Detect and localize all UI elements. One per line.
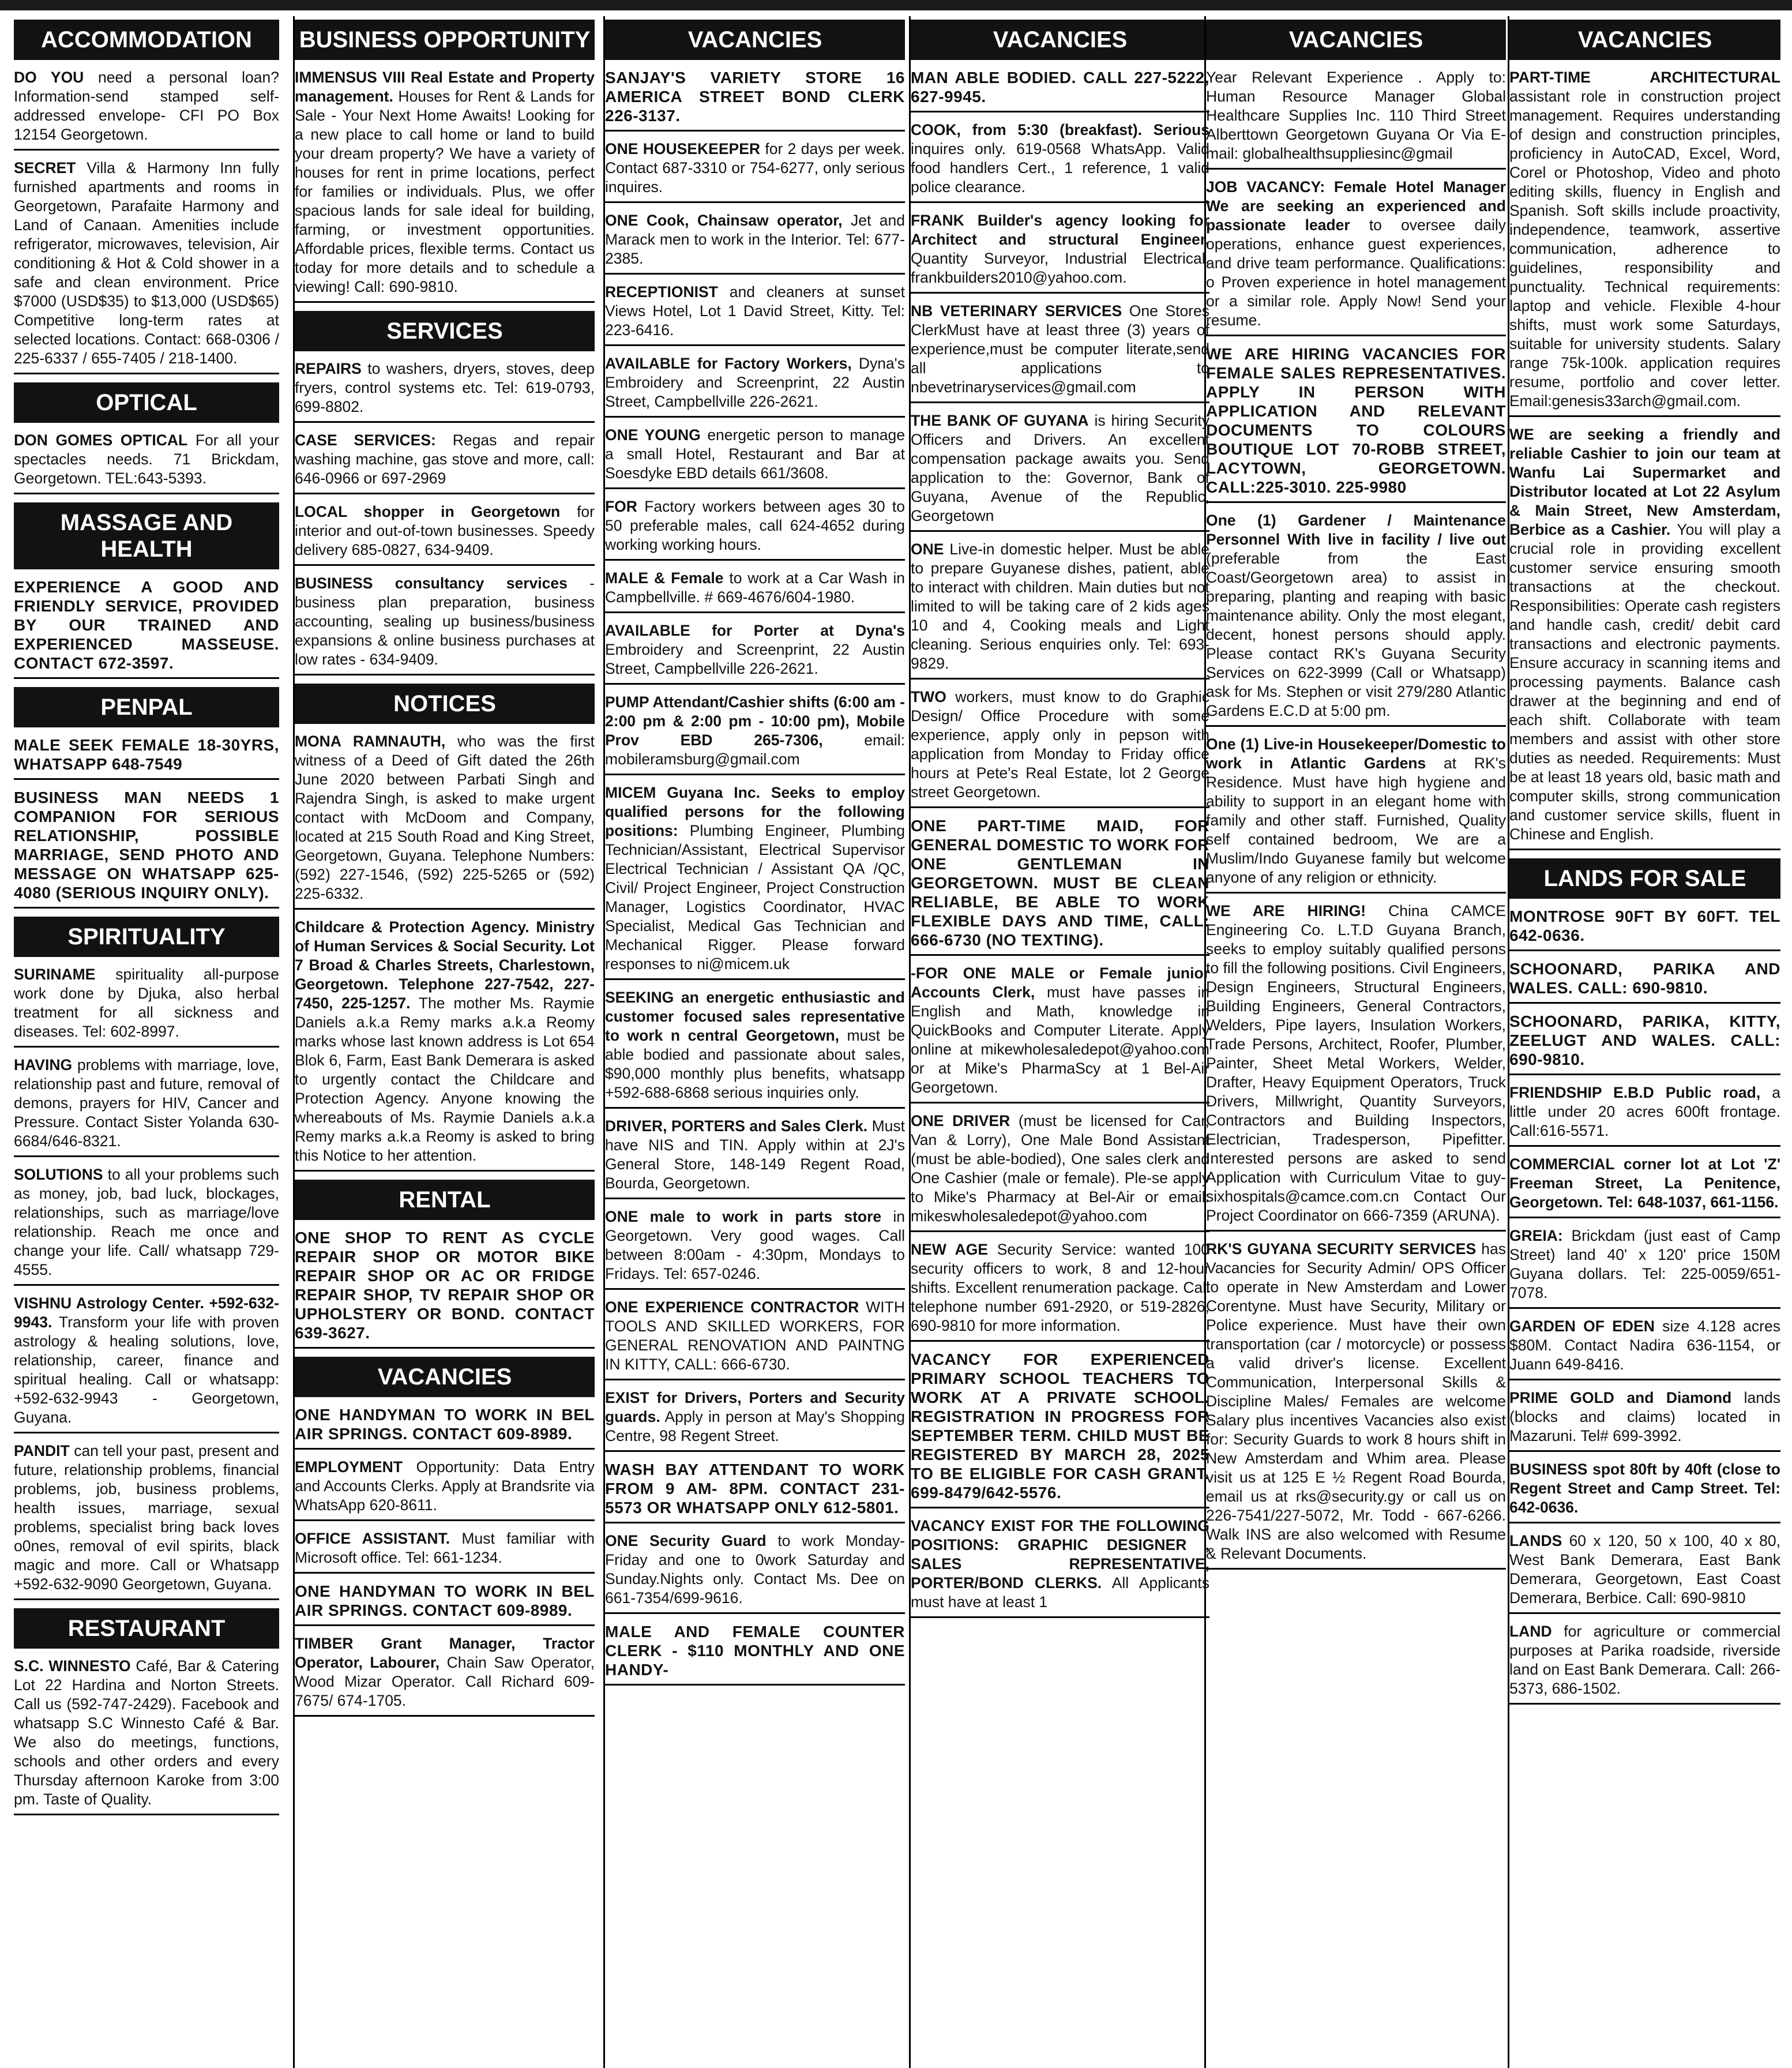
ad-lead: Childcare & Protection Agency. Ministry of Human Services & Social Security. Lot 7 Broad & Charles Streets, Charlestown, Georgetown. Telephone 227-7542, 227-7450, 225-1257. xyxy=(295,918,595,1012)
classified-ad xyxy=(605,1117,905,1199)
classified-ad xyxy=(14,1165,279,1286)
classified-ad xyxy=(295,574,595,675)
ad-lead: TIMBER Grant Manager, Tractor Operator, Labourer, xyxy=(295,1635,595,1671)
classified-ad xyxy=(14,577,279,679)
ad-text: MALE AND FEMALE COUNTER CLERK - $110 MONTHLY AND ONE HANDY- xyxy=(605,1623,905,1679)
ad-text: SANJAY'S VARIETY STORE 16 AMERICA STREET BOND CLERK 226-3137. xyxy=(605,69,905,125)
ad-lead: AVAILABLE for Porter at Dyna's xyxy=(605,622,905,639)
ad-text: Transform your life with proven astrology & healing solutions, love, relationship, career, finance and spiritual healing. Call or whatsapp: +592-632-9943 - Georgetown, Guyana. xyxy=(14,1313,279,1426)
ad-text: Regas and repair washing machine, gas stove and more, call: 646-0966 or 697-2969 xyxy=(295,431,595,487)
ad-text: has Vacancies for Security Admin/ OPS Officer to operate in New Amsterdam and Lower Corentyne. Must have Security, Military or Police experience. Must have their own transportation (car / motorcycle) or possess a valid driver's license. Excellent Communication, Interpersonal Skills & Discipline Males/ Females are welcome Salary plus incentives Vacancies also exist for: Security Guards to work 8 hours shift in New Amsterdam and Whim area. Please visit us at 125 E ½ Regent Road Bourda, email us at rks@security.gy or call us on 226-7541/227-5072, Mr. Todd - 667-6266. Walk INS are also welcomed with Resume & Relevant Documents. xyxy=(1206,1240,1506,1562)
ad-text: to washers, dryers, stoves, deep fryers, control systems etc. Tel: 619-0793, 699-8802. xyxy=(295,360,595,415)
classified-ad xyxy=(1206,1240,1506,1570)
section-heading: NOTICES xyxy=(295,684,595,724)
ad-lead: ONE Security Guard xyxy=(605,1532,767,1549)
ad-text: email: mobileramsburg@gmail.com xyxy=(605,731,905,768)
ad-lead: MALE & Female xyxy=(605,569,724,587)
section-heading: VACANCIES xyxy=(911,20,1209,60)
classified-ad xyxy=(605,693,905,775)
section-heading: LANDS FOR SALE xyxy=(1509,858,1780,899)
classified-ad xyxy=(1206,511,1506,727)
classified-ad xyxy=(605,1298,905,1380)
classified-ad xyxy=(911,211,1209,294)
ad-lead: FRANK Builder's agency looking for Architect and structural Engineer, xyxy=(911,212,1209,248)
ad-lead: GARDEN OF EDEN xyxy=(1509,1318,1655,1335)
ad-lead: CASE SERVICES: xyxy=(295,431,436,449)
ad-lead: WE ARE HIRING! xyxy=(1206,902,1366,919)
ad-text: size 4.128 acres $80M. Contact Nadira 636-1154, or Juann 649-8416. xyxy=(1509,1318,1780,1373)
column-3 xyxy=(603,16,905,2068)
ad-lead: REPAIRS xyxy=(295,360,362,377)
classified-ad xyxy=(1206,178,1506,336)
ad-lead: BUSINESS consultancy services xyxy=(295,575,568,592)
ad-lead: NB VETERINARY SERVICES xyxy=(911,302,1122,320)
classified-ad xyxy=(1509,959,1780,1004)
ad-text: must have passes in English and Math, knowledge in QuickBooks and Computer Literate. Apply online at mikewholesaledepot@yahoo.com or at Mike's PharmaScy at 1 Bel-Air Georgetown. xyxy=(911,984,1209,1096)
ad-lead: DO YOU xyxy=(14,69,84,86)
classified-ad xyxy=(911,1240,1209,1342)
classified-ad xyxy=(14,68,279,151)
ad-lead: SOLUTIONS xyxy=(14,1166,103,1183)
ad-text: to work Monday-Friday and one to 0work Saturday and Sunday.Nights only. Contact Ms. Dee on 661-7354/699-9616. xyxy=(605,1532,905,1607)
classified-ad xyxy=(1509,907,1780,951)
classified-ad xyxy=(14,159,279,374)
ad-text: a little under 20 acres 600ft frontage. Call:616-5571. xyxy=(1509,1084,1780,1139)
section-heading: SPIRITUALITY xyxy=(14,917,279,957)
ad-lead: DRIVER, PORTERS and Sales Clerk. xyxy=(605,1117,868,1135)
ad-text: in Georgetown. Very good wages. Call between 8:00am - 4:30pm, Mondays to Fridays. Tel: 657-0246. xyxy=(605,1208,905,1282)
classified-ad xyxy=(295,1529,595,1574)
ad-text: and cleaners at sunset Views Hotel, Lot 1 David Street, Kitty. Tel: 223-6416. xyxy=(605,283,905,339)
ad-text: SCHOONARD, PARIKA, KITTY, ZEELUGT AND WALES. CALL: 690-9810. xyxy=(1509,1012,1780,1068)
ad-text: Houses for Rent & Lands for Sale - Your Next Home Awaits! Looking for a new place to call home or land to build your dream property? We have a variety of houses for rent in prime locations, perfect for families or individuals. Plus, we offer spacious lands for sale ideal for building, farming, or investment opportunities. Affordable prices, flexible terms. Contact us today for more details and to schedule a viewing! Call: 690-9810. xyxy=(295,88,595,295)
ad-text: Quantity Surveyor, Industrial Electrical. frankbuilders2010@yahoo.com. xyxy=(911,250,1209,286)
ad-lead: MICEM Guyana Inc. Seeks to employ qualified persons for the following positions: xyxy=(605,784,905,839)
section-heading: RENTAL xyxy=(295,1180,595,1220)
ad-text: inquires only. 619-0568 WhatsApp. Valid food handlers Cert., 1 reference, 1 valid police clearance. xyxy=(911,140,1209,196)
ad-text: MAN ABLE BODIED. CALL 227-5222, 627-9945. xyxy=(911,69,1209,106)
classified-ad xyxy=(605,988,905,1109)
section-heading: VACANCIES xyxy=(1206,20,1506,60)
classified-ad xyxy=(1206,68,1506,170)
ad-text: SCHOONARD, PARIKA AND WALES. CALL: 690-9810. xyxy=(1509,960,1780,997)
column-2 xyxy=(293,16,595,2068)
classified-ad xyxy=(14,788,279,909)
header-bar xyxy=(0,0,1792,10)
classified-ad xyxy=(1509,1155,1780,1218)
classified-ad xyxy=(1206,735,1506,894)
classified-ad xyxy=(1509,1388,1780,1452)
classified-ad xyxy=(605,140,905,203)
ad-text: Must have NIS and TIN. Apply within at 2J's General Store, 148-149 Regent Road, Bourda, Georgetown. xyxy=(605,1117,905,1192)
ad-lead: TWO xyxy=(911,688,946,705)
section-heading: VACANCIES xyxy=(295,1357,595,1397)
ad-lead: PUMP Attendant/Cashier shifts (6:00 am - 2:00 pm & 2:00 pm - 10:00 pm), Mobile Prov EBD 265-7306, xyxy=(605,693,905,749)
ad-text: for interior and out-of-town businesses. Speedy delivery 685-0827, 634-9409. xyxy=(295,503,595,558)
ad-text: spirituality all-purpose work done by Djuka, also herbal treatment for all sickness and diseases. Tel: 602-8997. xyxy=(14,966,279,1040)
ad-lead: EMPLOYMENT xyxy=(295,1458,403,1476)
classified-ad xyxy=(911,411,1209,532)
classified-ad xyxy=(14,965,279,1048)
ad-text: The mother Ms. Raymie Daniels a.k.a Remy marks a.k.a Reomy marks whose last known address is Lot 654 Blok 6, Farm, East Bank Demerara is asked to urgently contact the Childcare and Protection Agency. Anyone knowing the whereabouts of Ms. Raymie Daniels a.k.a Remy marks a.k.a Reomy is asked to bring this Notice to her attention. xyxy=(295,994,595,1164)
ad-lead: One (1) Gardener / Maintenance Personnel With live in facility / live out xyxy=(1206,512,1506,548)
ad-text: to oversee daily operations, enhance guest experiences, and drive team performance. Qualifications: o Proven experience in hotel management or a similar role. Apply Now! Send your resume. xyxy=(1206,216,1506,329)
ad-text: who was the first witness of a Deed of Gift dated the 26th June 2020 between Parbati Singh and Rajendra Singh, is asked to make urgent contact with McDoom and Company, located at 215 South Road and King Street, Georgetown, Guyana. Telephone Numbers: (592) 227-1546, (592) 225-5265 or (592) 225-6332. xyxy=(295,733,595,902)
ad-text: One Stores ClerkMust have at least three (3) years of experience,must be computer literate,send all applications to nbevetrinaryservices@gmail.com xyxy=(911,302,1209,396)
ad-lead: VACANCY EXIST FOR THE FOLLOWING POSITIONS: GRAPHIC DESIGNER , SALES REPRESENTATIVE, PORTER/BOND CLERKS. xyxy=(911,1517,1209,1592)
ad-lead: NEW AGE xyxy=(911,1241,988,1258)
ad-lead: OFFICE ASSISTANT. xyxy=(295,1530,450,1547)
classified-ad xyxy=(605,283,905,346)
classified-ad xyxy=(14,431,279,494)
ad-lead: COOK, from 5:30 (breakfast). Serious xyxy=(911,121,1209,138)
ad-lead: ONE xyxy=(911,541,944,558)
classified-ad xyxy=(295,1228,595,1349)
ad-text: (preferable from the East Coast/Georgetown area) to assist in preparing, planting and reaping with basic maintenance ability. Only the most elegant, decent, honest persons should apply. Please contact RK's Guyana Security Services on 622-3999 (Call or Whatsapp) ask for Ms. Stephen or visit 279/280 Atlantic Gardens E.C.D at 5:00 pm. xyxy=(1206,550,1506,719)
ad-text: WITH TOOLS AND SKILLED WORKERS, FOR GENERAL RENOVATION AND PAINTNG IN KITTY, CALL: 666-6730. xyxy=(605,1298,905,1373)
classified-ad xyxy=(295,1458,595,1521)
ad-lead: GREIA: xyxy=(1509,1227,1563,1244)
ad-text: Live-in domestic helper. Must be able to prepare Guyanese dishes, patient, able to interact with children. Main duties but not limited to will be taking care of 2 kids ages 10 and 4, Cooking meals and Light cleaning. Serious enquiries only. Tel: 693-9829. xyxy=(911,541,1209,672)
ad-text: For all your spectacles needs. 71 Brickdam, Georgetown. TEL:643-5393. xyxy=(14,431,279,487)
ad-text: Factory workers between ages 30 to 50 preferable males, call 624-4652 during working working hours. xyxy=(605,498,905,553)
ad-text: need a personal loan? Information-send stamped self-addressed envelope- CFI PO Box 12154 Georgetown. xyxy=(14,69,279,143)
ad-lead: RK'S GUYANA SECURITY SERVICES xyxy=(1206,1240,1477,1258)
ad-lead: SEEKING an energetic enthusiastic and customer focused sales representative to work n central Georgetown, xyxy=(605,989,905,1044)
ad-text: Café, Bar & Catering Lot 22 Hardina and Norton Streets. Call us (592-747-2429). Facebook and whatsapp S.C Winnesto Café & Bar. We also do meetings, functions, schools and other orders and every Thursday afternoon Karoke from 3:00 pm. Taste of Quality. xyxy=(14,1657,279,1808)
classified-ad xyxy=(1509,1460,1780,1523)
column-1 xyxy=(14,16,279,2068)
classified-ad xyxy=(14,1442,279,1600)
ad-lead: IMMENSUS VIII Real Estate and Property management. xyxy=(295,69,595,105)
classified-ad xyxy=(14,1657,279,1815)
ad-lead: JOB VACANCY: Female Hotel Manager We are seeking an experienced and passionate leader xyxy=(1206,178,1506,234)
classified-ad xyxy=(605,1532,905,1614)
classified-ad xyxy=(605,354,905,418)
ad-lead: LANDS xyxy=(1509,1532,1562,1549)
ad-text: for 2 days per week. Contact 687-3310 or 754-6277, only serious inquires. xyxy=(605,140,905,196)
classified-ad xyxy=(1509,68,1780,417)
ad-text: Chain Saw Operator, Wood Mizar Operator. Call Richard 609-7675/ 674-1705. xyxy=(295,1654,595,1709)
classified-ad xyxy=(14,1294,279,1433)
classified-ad xyxy=(295,1405,595,1450)
classified-ad xyxy=(1509,1083,1780,1147)
ad-text: MONTROSE 90FT BY 60FT. TEL 642-0636. xyxy=(1509,907,1780,944)
ad-text: Jet and Marack men to work in the Interior. Tel: 677-2385. xyxy=(605,212,905,267)
ad-text: ONE HANDYMAN TO WORK IN BEL AIR SPRINGS. CONTACT 609-8989. xyxy=(295,1406,595,1443)
classified-ad xyxy=(911,302,1209,403)
classified-ad xyxy=(605,1388,905,1452)
classified-ad xyxy=(605,68,905,132)
classified-ad xyxy=(911,1112,1209,1232)
classified-ad xyxy=(911,964,1209,1104)
section-heading: OPTICAL xyxy=(14,382,279,423)
ad-text: WASH BAY ATTENDANT TO WORK FROM 9 AM- 8PM. CONTACT 231-5573 OR WHATSAPP ONLY 612-5801. xyxy=(605,1461,905,1517)
ad-text: to work at a Car Wash in Campbellville. # 669-4676/604-1980. xyxy=(605,569,905,606)
section-heading: BUSINESS OPPORTUNITY xyxy=(295,20,595,60)
ad-text: China CAMCE Engineering Co. L.T.D Guyana Branch, seeks to employ suitably qualified persons to fill the following positions. Civil Engineers, Design Engineers, Structural Engineers, Building Engineers, General Contractors, Welders, Pipe layers, Insulation Workers, Trade Persons, Architect, Roofer, Plumber, Painter, Sheet Metal Workers, Welder, Drafter, Heavy Equipment Operators, Truck Drivers, Millwright, Quantity Surveyors, Contractors and Building Inspectors, Electrician, Tradesperson, Pipefitter. Interested persons are asked to send Application with Curriculum Vitae to guy-sixhospitals@camce.com.cn Contact Our Project Coordinator on 666-7359 (ARUNA). xyxy=(1206,902,1506,1224)
ad-text: can tell your past, present and future, relationship problems, financial problems, job, business problems, health issues, marriage, sexual problems, specialist bring back loves o0nes, removal of evil spirits, black magic and more. Call or Whatsapp +592-632-9090 Georgetown, Guyana. xyxy=(14,1442,279,1593)
ad-text: All Applicants must have at least 1 xyxy=(911,1574,1209,1611)
classified-ad xyxy=(1509,1317,1780,1380)
classified-ad xyxy=(911,68,1209,112)
classified-ad xyxy=(295,502,595,566)
ad-text: (must be licensed for Car, Van & Lorry), One Male Bond Assistant (must be able-bodied), One sales clerk and One Cashier (male or female). Ple-se apply to Mike's Pharmacy at Bel-Air or email: mikeswholesaledepot@yahoo.com xyxy=(911,1112,1209,1225)
ad-text: You will play a crucial role in providing excellent customer service ensuring smooth transactions at the checkout. Responsibilities: Operate cash registers and handle cash, credit/ debit card transactions and electronic payments. Ensure accuracy in scanning items and processing payments. Balance cash drawer at the beginning and end of each shift. Collaborate with team members and assist with other store duties as needed. Requirements: Must be at least 18 years old, basic math and computer skills, strong communication and customer service skills, fluent in Chinese and English. xyxy=(1509,521,1780,843)
column-4 xyxy=(909,16,1209,2068)
ad-text: MALE SEEK FEMALE 18-30YRS, WHATSAPP 648-7549 xyxy=(14,736,279,773)
classified-ad xyxy=(605,1622,905,1686)
ad-lead: PRIME GOLD and Diamond xyxy=(1509,1389,1732,1406)
classified-ad xyxy=(911,1517,1209,1618)
ad-lead: ONE Cook, Chainsaw operator, xyxy=(605,212,843,229)
ad-text: Opportunity: Data Entry and Accounts Clerks. Apply at Brandsrite via WhatsApp 620-8611. xyxy=(295,1458,595,1514)
classified-ad xyxy=(1509,1012,1780,1075)
ad-lead: SURINAME xyxy=(14,966,96,983)
section-heading: PENPAL xyxy=(14,687,279,727)
classified-ad xyxy=(295,68,595,303)
ad-text: Apply in person at May's Shopping Centre, 98 Regent Street. xyxy=(605,1408,905,1444)
classified-ad xyxy=(1509,1532,1780,1614)
ad-text: Embroidery and Screenprint, 22 Austin Street, Campbellville 226-2621. xyxy=(605,641,905,677)
ad-text: WE ARE HIRING VACANCIES FOR FEMALE SALES REPRESENTATIVES. APPLY IN PERSON WITH APPLICATION AND RELEVANT DOCUMENTS TO COLOURS BOUTIQUE LOT 70-ROBB STREET, LACYTOWN, GEORGETOWN. CALL:225-3010. 225-9980 xyxy=(1206,345,1506,496)
section-heading: RESTAURANT xyxy=(14,1608,279,1649)
ad-text: at RK's Residence. Must have high hygiene and ability to support in an elegant home with family and other staff. Furnished, Quality self contained bedroom, We are a Muslim/Indo Guyanese family but welcome anyone of any religion or ethnicity. xyxy=(1206,755,1506,886)
classified-ad xyxy=(1206,344,1506,503)
ad-lead: RECEPTIONIST xyxy=(605,283,718,301)
ad-lead: PANDIT xyxy=(14,1442,70,1459)
classified-ad xyxy=(295,359,595,423)
ad-text: workers, must know to do Graphic Design/ Office Procedure with some experience, apply only in pepson with application from Monday to Friday office hours at Pete's Real Estate, lot 2 George street Georgetown. xyxy=(911,688,1209,801)
ad-lead: WE are seeking a friendly and reliable Cashier to join our team at Wanfu Lai Supermarket and Distributor located at Lot 22 Asylum & Main Street, New Amsterdam, Berbice as a Cashier. xyxy=(1509,426,1780,538)
classified-ad xyxy=(295,1634,595,1717)
classified-ad xyxy=(14,1056,279,1157)
classified-ad xyxy=(605,497,905,561)
ad-lead: S.C. WINNESTO xyxy=(14,1657,131,1675)
classified-ad xyxy=(295,431,595,494)
ad-lead: FOR xyxy=(605,498,637,515)
section-heading: ACCOMMODATION xyxy=(14,20,279,60)
column-5 xyxy=(1204,16,1506,2068)
classified-ad xyxy=(14,735,279,780)
ad-lead: AVAILABLE for Factory Workers, xyxy=(605,355,852,372)
ad-text: must be able bodied and passionate about sales, $90,000 monthly plus benefits, whatsapp +592-688-6868 serious inquiries only. xyxy=(605,1027,905,1101)
section-heading: VACANCIES xyxy=(605,20,905,60)
ad-text: EXPERIENCE A GOOD AND FRIENDLY SERVICE, PROVIDED BY OUR TRAINED AND EXPERIENCED MASSEUSE. CONTACT 672-3597. xyxy=(14,578,279,672)
ad-lead: VISHNU Astrology Center. +592-632-9943. xyxy=(14,1294,279,1331)
ad-lead: ONE YOUNG xyxy=(605,426,701,444)
ad-text: Villa & Harmony Inn fully furnished apartments and rooms in Georgetown, Parafaite Harmony and Land of Canaan. Amenities include refrigerator, microwaves, television, Air conditioning & Hot & Cold shower in a safe and clean environment. Price $7000 (USD$35) to $13,000 (USD$65) Competitive long-term rates at selected locations. Contact: 668-0306 / 225-6337 / 655-7405 / 218-1400. xyxy=(14,159,279,367)
ad-lead: ONE HOUSEKEEPER xyxy=(605,140,761,157)
classified-ad xyxy=(911,121,1209,203)
classified-ad xyxy=(1509,1226,1780,1309)
ad-text: is hiring Security Officers and Drivers. An excellent compensation package awaits you. Send application to the: Governor, Bank of Guyana, Avenue of the Republic, Georgetown xyxy=(911,412,1209,524)
ad-text: Security Service: wanted 100 security officers to work, 8 and 12-hour shifts. Excellent renumeration package. Call telephone number 691-2920, or 519-2826, 690-9810 for more information. xyxy=(911,1241,1209,1334)
ad-text: energetic person to manage a small Hotel, Restaurant and Bar at Soesdyke EBD details 661/3608. xyxy=(605,426,905,482)
classified-ad xyxy=(295,918,595,1172)
ad-text: for agriculture or commercial purposes at Parika roadside, riverside land on East Bank Demerara. Call: 266-5373, 686-1502. xyxy=(1509,1623,1780,1697)
ad-lead: THE BANK OF GUYANA xyxy=(911,412,1089,429)
classified-ad xyxy=(295,1582,595,1626)
ad-lead: EXIST for Drivers, Porters and Security guards. xyxy=(605,1389,905,1425)
section-heading: MASSAGE AND HEALTH xyxy=(14,502,279,569)
ad-lead: LAND xyxy=(1509,1623,1552,1640)
ad-lead: ONE EXPERIENCE CONTRACTOR xyxy=(605,1298,859,1316)
classified-ad xyxy=(911,688,1209,808)
ad-lead: -FOR ONE MALE or Female junior Accounts Clerk, xyxy=(911,964,1209,1001)
ad-text: Plumbing Engineer, Plumbing Technician/Assistant, Electrical Supervisor Electrical Technician / Assistant QA /QC, Civil/ Project Engineer, Project Construction Manager, Logistics Coordinator, HVAC Specialist, Medical Gas Technician and Mechanical Rigger. Please forward responses to ni@micem.uk xyxy=(605,822,905,973)
ad-text: BUSINESS MAN NEEDS 1 COMPANION FOR SERIOUS RELATIONSHIP, POSSIBLE MARRIAGE, SEND PHOTO AND MESSAGE ON WHATSAPP 625-4080 (SERIOUS INQUIRY ONLY). xyxy=(14,789,279,902)
ad-lead: COMMERCIAL corner lot at Lot 'Z' Freeman Street, La Penitence, Georgetown. Tel: 648-1037, 661-1156. xyxy=(1509,1155,1780,1211)
ad-lead: ONE male to work in parts store xyxy=(605,1208,882,1225)
ad-lead: FRIENDSHIP E.B.D Public road, xyxy=(1509,1084,1761,1101)
classified-ad xyxy=(295,732,595,910)
ad-lead: HAVING xyxy=(14,1056,73,1074)
ad-text: problems with marriage, love, relationship past and future, removal of demons, prayers for HIV, Cancer and Pressure. Contact Sister Yolanda 630-6684/646-8321. xyxy=(14,1056,279,1150)
ad-text: Year Relevant Experience . Apply to: Human Resource Manager Global Healthcare Supplies Inc. 110 Third Street Alberttown Georgetown Guyana Or Via E-mail: globalhealthsuppliesinc@gmail xyxy=(1206,69,1506,162)
ad-lead: LOCAL shopper in Georgetown xyxy=(295,503,561,520)
ad-lead: BUSINESS spot 80ft by 40ft (close to Regent Street and Camp Street. Tel: 642-0636. xyxy=(1509,1461,1780,1516)
classified-ad xyxy=(605,569,905,613)
classified-ad xyxy=(1509,1622,1780,1705)
column-6 xyxy=(1508,16,1780,2068)
section-heading: VACANCIES xyxy=(1509,20,1780,60)
classified-ad xyxy=(605,1207,905,1290)
ad-lead: SECRET xyxy=(14,159,76,177)
section-heading: SERVICES xyxy=(295,311,595,351)
classified-ad xyxy=(605,621,905,685)
ad-text: Brickdam (just east of Camp Street) land 40' x 120' price 150M Guyana dollars. Tel: 225-0059/651-7078. xyxy=(1509,1227,1780,1301)
classified-ad xyxy=(605,1460,905,1523)
ad-text: - business plan preparation, business accounting, sealing up business/business expansions & online business purchases at low rates - 634-9409. xyxy=(295,575,595,668)
ad-lead: PART-TIME ARCHITECTURAL xyxy=(1509,69,1780,86)
ad-lead: MONA RAMNAUTH, xyxy=(295,733,446,750)
ad-lead: DON GOMES OPTICAL xyxy=(14,431,188,449)
ad-text: ONE SHOP TO RENT AS CYCLE REPAIR SHOP OR MOTOR BIKE REPAIR SHOP OR AC OR FRIDGE REPAIR SHOP, TV REPAIR SHOP OR UPHOLSTERY OR BOND. CONTACT 639-3627. xyxy=(295,1229,595,1342)
ad-text: 60 x 120, 50 x 100, 40 x 80, West Bank Demerara, East Bank Demerara, Georgetown, East Coast Demerara, Berbice. Call: 690-9810 xyxy=(1509,1532,1780,1607)
classified-ad xyxy=(911,816,1209,956)
classified-ad xyxy=(1509,425,1780,850)
ad-text: ONE PART-TIME MAID, FOR GENERAL DOMESTIC TO WORK FOR ONE GENTLEMAN IN GEORGETOWN. MUST BE CLEAN RELIABLE, BE ABLE TO WORK FLEXIBLE DAYS AND TIME, CALL: 666-6730 (NO TEXTING). xyxy=(911,817,1209,949)
classified-ad xyxy=(1206,902,1506,1232)
ad-text: ONE HANDYMAN TO WORK IN BEL AIR SPRINGS. CONTACT 609-8989. xyxy=(295,1582,595,1619)
classified-ad xyxy=(911,540,1209,680)
classifieds-page xyxy=(0,10,1792,2068)
ad-text: to all your problems such as money, job, bad luck, blockages, relationships, such as marriage/love relationship. Reach me once and change your life. Call/ whatsapp 729-4555. xyxy=(14,1166,279,1278)
ad-text: lands (blocks and claims) located in Mazaruni. Tel# 699-3992. xyxy=(1509,1389,1780,1444)
ad-text: VACANCY FOR EXPERIENCED PRIMARY SCHOOL TEACHERS TO WORK AT A PRIVATE SCHOOL. REGISTRATION IN PROGRESS FOR SEPTEMBER TERM. CHILD MUST BE REGISTERED BY MARCH 28, 2025 TO BE ELIGIBLE FOR CASH GRANT. 699-8479/642-5576. xyxy=(911,1350,1209,1502)
classified-ad xyxy=(911,1350,1209,1508)
classified-ad xyxy=(605,783,905,980)
ad-lead: ONE DRIVER xyxy=(911,1112,1010,1129)
ad-text: Dyna's Embroidery and Screenprint, 22 Austin Street, Campbellville 226-2621. xyxy=(605,355,905,410)
classified-ad xyxy=(605,211,905,275)
ad-text: assistant role in construction project management. Requires understanding of design and construction principles, proficiency in AutoCAD, Excel, Word, Corel or Photoshop, Video and photo editing skills, fluency in English and Spanish. Soft skills include proactivity, independence, teamwork, assertive communication, adherence to guidelines, responsibility and punctuality. Technical requirements: laptop and vehicle. Flexible 4-hour shifts, must work some Saturdays, suitable for university students. Salary range 75k-100k. application requires resume, portfolio and cover letter. Email:genesis33arch@gmail.com. xyxy=(1509,88,1780,410)
ad-text: Must familiar with Microsoft office. Tel: 661-1234. xyxy=(295,1530,595,1566)
ad-lead: One (1) Live-in Housekeeper/Domestic to work in Atlantic Gardens xyxy=(1206,735,1506,772)
classified-ad xyxy=(605,426,905,489)
